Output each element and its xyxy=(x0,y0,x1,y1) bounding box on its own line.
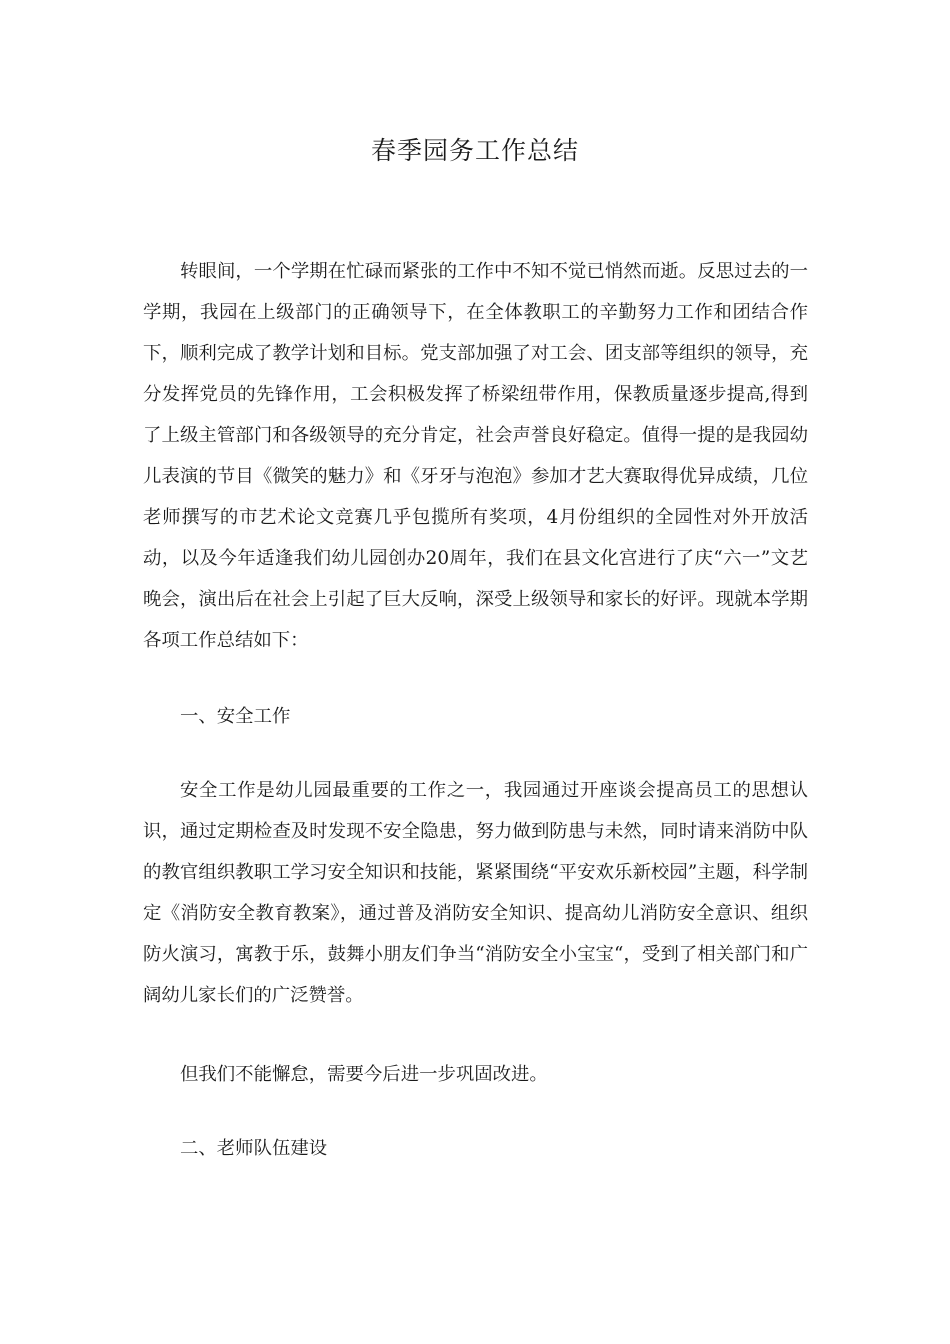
document-title: 春季园务工作总结 xyxy=(370,136,579,165)
section-heading-teachers: 二、老师队伍建设 xyxy=(180,1138,328,1159)
improvement-paragraph: 但我们不能懈怠，需要今后进一步巩固改进。 xyxy=(180,1064,548,1085)
safety-paragraph: 安全工作是幼儿园最重要的工作之一，我园通过开座谈会提高员工的思想认识，通过定期检查及时发现不安全隐患，努力做到防患与未然，同时请来消防中队的教官组织教职工学习安全知识和技能，紧紧围绕“平安欢乐新校园”主题，科学制定《消防安全教育教案》，通过普及消防安全知识、提高幼儿消防安全意识、组织防火演习，寓教于乐，鼓舞小朋友们争当“消防安全小宝宝“，受到了相关部门和广阔幼儿家长们的广泛赞誉。 xyxy=(143,780,808,1006)
section-heading-safety: 一、安全工作 xyxy=(180,706,291,727)
intro-paragraph: 转眼间，一个学期在忙碌而紧张的工作中不知不觉已悄然而逝。反思过去的一学期，我园在上级部门的正确领导下，在全体教职工的辛勤努力工作和团结合作下，顺利完成了教学计划和目标。党支部加强了对工会、团支部等组织的领导，充分发挥党员的先锋作用，工会积极发挥了桥梁纽带作用，保教质量逐步提高,得到了上级主管部门和各级领导的充分肯定，社会声誉良好稳定。值得一提的是我园幼儿表演的节目《微笑的魅力》和《牙牙与泡泡》参加才艺大赛取得优异成绩，几位老师撰写的市艺术论文竞赛几乎包揽所有奖项，4月份组织的全园性对外开放活动，以及今年适逢我们幼儿园创办20周年，我们在县文化宫进行了庆“六一”文艺晚会，演出后在社会上引起了巨大反响，深受上级领导和家长的好评。现就本学期各项工作总结如下： xyxy=(143,261,808,651)
